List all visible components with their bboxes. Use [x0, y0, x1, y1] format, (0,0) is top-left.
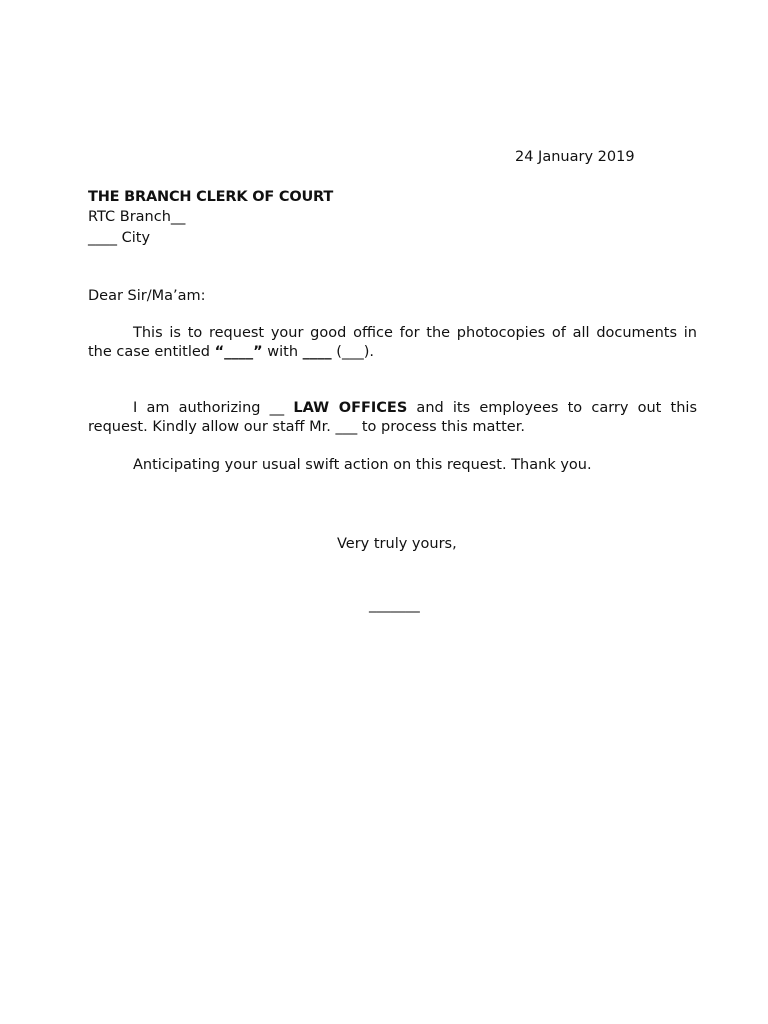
letter-date: 24 January 2019 — [515, 149, 635, 165]
request-text-with: with — [262, 344, 303, 360]
case-title-blank: “____” — [214, 344, 263, 360]
authorization-text: I am authorizing __ — [133, 400, 294, 416]
salutation: Dear Sir/Ma’am: — [88, 288, 206, 304]
addressee-title: THE BRANCH CLERK OF COURT — [88, 189, 334, 205]
law-offices-name: LAW OFFICES — [293, 400, 408, 416]
authorization-paragraph — [88, 399, 697, 437]
addressee-branch: RTC Branch__ — [88, 209, 186, 225]
addressee-city: ____ City — [88, 230, 151, 246]
signature-line: _______ — [369, 597, 420, 613]
request-text: This is to request your good office for the photocopies of all documents in the case entitled — [88, 325, 697, 360]
case-number-blank: (___). — [331, 344, 374, 360]
party-blank: ____ — [302, 344, 332, 360]
closing-paragraph — [88, 456, 697, 475]
request-paragraph — [88, 324, 697, 362]
authorization-text-rest: and its employees to carry out this request. Kindly allow our staff Mr. ___ to process this matter. — [88, 400, 698, 435]
complimentary-close: Very truly yours, — [337, 536, 457, 552]
closing-paragraph-text: Anticipating your usual swift action on this request. Thank you. — [133, 457, 592, 473]
